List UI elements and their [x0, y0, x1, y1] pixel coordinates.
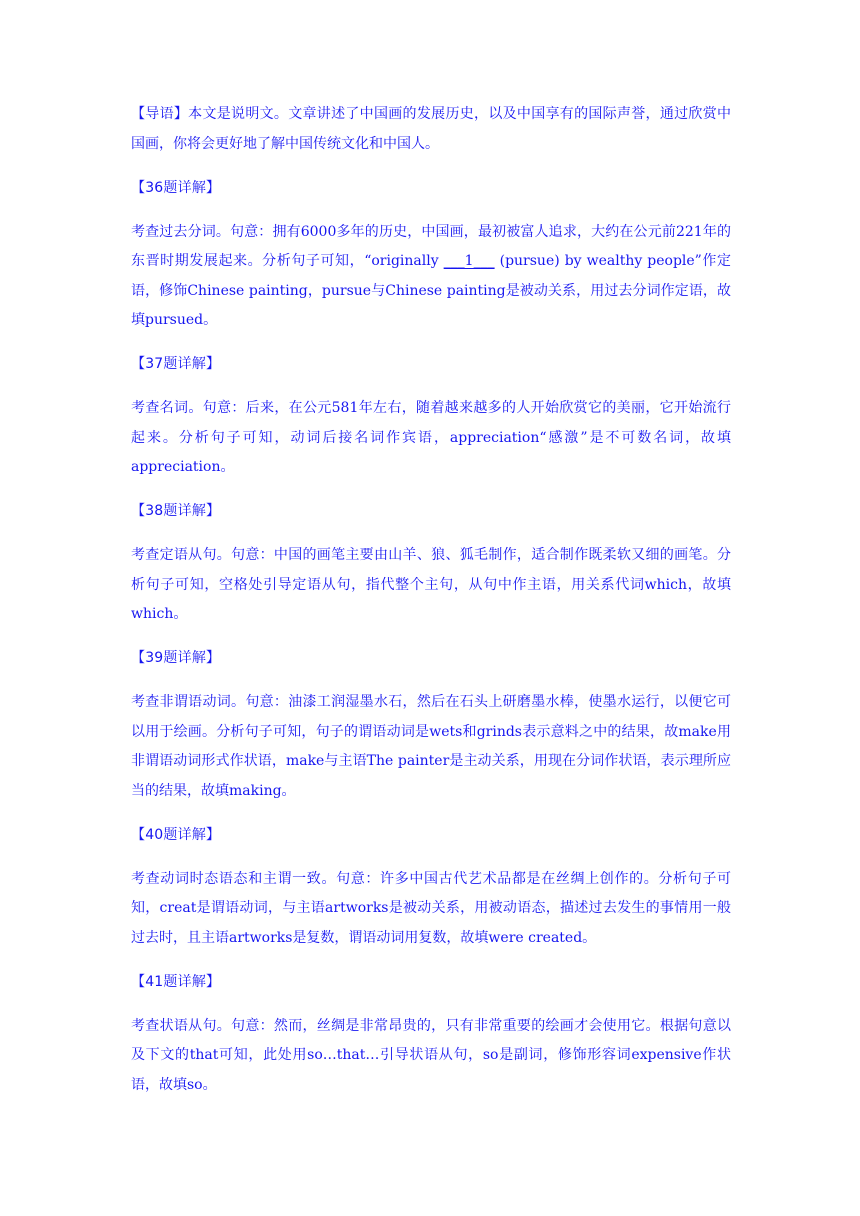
fill-blank-1: ___1___ — [443, 253, 495, 269]
section-36-body — [131, 218, 731, 336]
section-41-body: 考查状语从句。句意：然而，丝绸是非常昂贵的，只有非常重要的绘画才会使用它。根据句意以及下文的that可知，此处用so…that…引导状语从句，so是副词，修饰形容词expensive作状语，故填so。 — [131, 1017, 731, 1093]
section-41-heading: 【41题详解】 — [131, 973, 221, 990]
section-38-heading: 【38题详解】 — [131, 503, 221, 519]
section-39-heading: 【39题详解】 — [131, 650, 221, 666]
section-36-body-start: 考查过去分词。句意：拥有6000多年的历史，中国画，最初被富人追求，大约在公元前221年的东晋时期发展起来。分析句子可知，“originally — [131, 223, 731, 269]
section-40-body: 考查动词时态语态和主谓一致。句意：许多中国古代艺术品都是在丝绸上创作的。分析句子可知，creat是谓语动词，与主语artworks是被动关系，用被动语态，描述过去发生的事情用一般过去时，且主语artworks是复数，谓语动词用复数，故填were created。 — [131, 870, 731, 946]
section-39-body: 考查非谓语动词。句意：油漆工润湿墨水石，然后在石头上研磨墨水棒，使墨水运行，以便它可以用于绘画。分析句子可知，句子的谓语动词是wets和grinds表示意料之中的结果，故make用非谓语动词形式作状语，make与主语The painter是主动关系，用现在分词作状语，表示理所应当的结果，故填making。 — [131, 694, 731, 799]
section-37-body: 考查名词。句意：后来，在公元581年左右，随着越来越多的人开始欣赏它的美丽，它开始流行起来。分析句子可知，动词后接名词作宾语，appreciation“感激”是不可数名词，故填appreciation。 — [131, 400, 731, 475]
intro-paragraph: 【导语】本文是说明文。文章讲述了中国画的发展历史，以及中国享有的国际声誉，通过欣赏中国画，你将会更好地了解中国传统文化和中国人。 — [131, 106, 731, 152]
section-37-heading: 【37题详解】 — [131, 356, 221, 372]
section-38-body: 考查定语从句。句意：中国的画笔主要由山羊、狼、狐毛制作，适合制作既柔软又细的画笔。分析句子可知，空格处引导定语从句，指代整个主句，从句中作主语，用关系代词which，故填which。 — [131, 547, 731, 622]
section-40-heading: 【40题详解】 — [131, 826, 221, 843]
section-36-body-end: (pursue) by wealthy people”作定语，修饰Chinese painting，pursue与Chinese painting是被动关系，用过去分词作定语，故填pursued。 — [131, 253, 731, 328]
answer-explanations — [131, 100, 731, 1115]
section-36-heading: 【36题详解】 — [131, 179, 221, 196]
